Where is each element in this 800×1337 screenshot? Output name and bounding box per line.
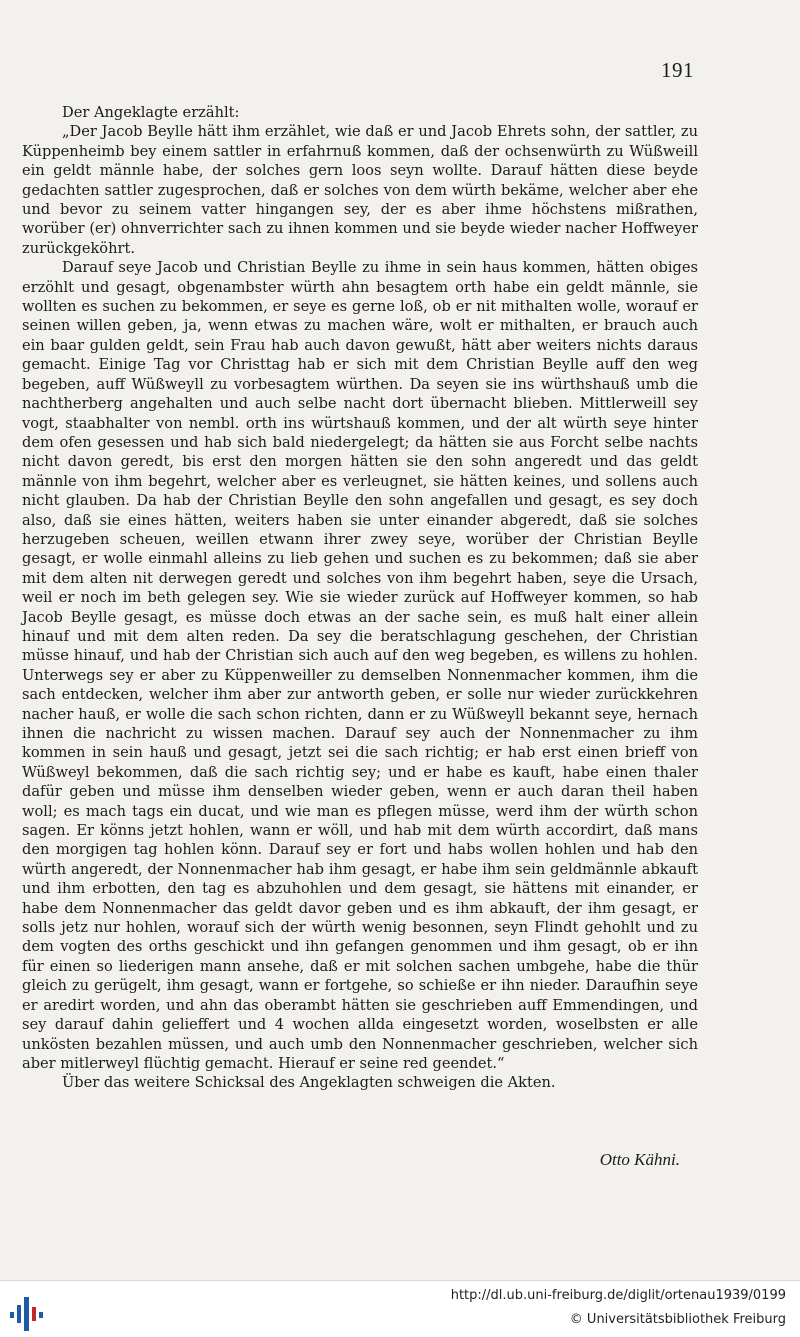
author-signature: Otto Kähni.	[599, 1150, 680, 1169]
article-text	[22, 103, 698, 1093]
paragraph-intro: Der Angeklagte erzählt:	[62, 104, 240, 121]
paragraph-conclusion: Über das weitere Schicksal des Angeklagten schweigen die Akten.	[62, 1074, 556, 1092]
paragraph-testimony-2: Darauf seye Jacob und Christian Beylle zu ihme in sein haus kommen, hätten obiges erzöhlt und gesagt, obgenambster würth ahn besagtem orth habe ein geldt männle, sie wollten es suchen zu bekommen, er seye es gerne loß, ob er nit mithalten wolle, worauf er seinen willen geben, ja, wenn etwas zu machen wäre, wolt er mithalten, er brauch auch ein baar gulden geldt, sein Frau hab auch davon gewußt, hätt aber weiters nichts daraus gemacht. Einige Tag vor Christtag hab er sich mit dem Christian Beylle auff den weg begeben, auff Wüßweyll zu vorbesagtem würthen. Da seyen sie ins würthshauß umb die nachtherberg angehalten und auch selbe nacht dort übernacht blieben. Mittlerweill sey vogt, staabhalter von nembl. orth ins würtshauß kommen, und der alt würth seye hinter dem ofen gesessen und hab sich bald niedergelegt; da hätten sie aus Forcht selbe nachts nicht davon geredt, bis erst den morgen hätten sie den sohn angeredt und das geldt männle von ihm begehrt, welcher aber es verleugnet, sie hätten keines, und sollens auch nicht glauben. Da hab der Christian Beylle den sohn angefallen und gesagt, es sey doch also, daß sie eines hätten, weiters haben sie unter einander abgeredt, daß sie solches herzugeben scheuen, weillen etwann ihrer zwey seye, worüber der Christian Beylle gesagt, er wolle einmahl alleins zu lieb gehen und suchen es zu bekommen; daß sie aber mit dem alten nit derwegen geredt und solches von ihm begehrt haben, seye die Ursach, weil er noch im beth gelegen sey. Wie sie wieder zurück auf Hoffweyer kommen, so hab Jacob Beylle gesagt, es müsse doch etwas an der sache sein, es muß halt einer allein hinauf und mit dem alten reden. Da sey die beratschlagung geschehen, der Christian müsse hinauf, und hab der Christian sich auch auf den weg begeben, es willens zu hohlen. Unterwegs sey er aber zu Küppenweiller zu demselben Nonnenmacher kommen, ihm die sach entdecken, welcher ihm aber zur antworth geben, er solle nur wieder zurückkehren nacher hauß, er wolle die sach schon richten, dann er zu Wüßweyll bekannt seye, hernach ihnen die nachricht zu wissen machen. Darauf sey auch der Nonnenmacher zu ihm kommen in sein hauß und gesagt, jetzt sei die sach richtig; er hab erst einen brieff von Wüßweyl bekommen, daß die sach richtig sey; und er habe es kauft, habe einen thaler dafür geben und müsse ihm denselben wieder geben, wenn er auch daran theil haben woll; es mach tags ein ducat, und wie man es pflegen müsse, werd ihm der würth schon sagen. Er könns jetzt hohlen, wann er wöll, und hab mit dem würth accordirt, daß mans den morgigen tag hohlen könn. Darauf sey er fort und habs wollen hohlen und hab den würth angeredt, der Nonnenmacher hab ihm gesagt, er habe ihm sein geldmännle abkauft und ihm erbotten, den tag es abzuhohlen und dem gesagt, sie hättens mit einander, er habe dem Nonnenmacher das geldt davor geben und es ihm abkauft, der ihm gesagt, er solls jetz nur hohlen, worauf sich der würth wenig besonnen, seyn Flindt gehohlt und zu dem vogten des orths geschickt und ihn gefangen genommen und ihm gesagt, ob er ihn für einen so liederigen mann ansehe, daß er mit solchen sachen umbgehe, habe die thür gleich zu gerügelt, ihm gesagt, wann er fortgehe, so schieße er ihn nieder. Daraufhin seye er aredirt worden, und ahn das oberambt hätten sie geschrieben auff Emmendingen, und sey darauf dahin gelieffert und 4 wochen allda eingesetzt worden, woselbsten er alle unkösten bezahlen müssen, und auch umb den Nonnenmacher geschrieben, welcher sich aber mitlerweyl flüchtig gemacht. Hierauf er seine red geendet.“	[22, 259, 698, 1072]
permalink-url[interactable]: http://dl.ub.uni-freiburg.de/diglit/ortenau1939/0199	[450, 1288, 786, 1303]
viewer-footer	[0, 1280, 800, 1337]
ub-freiburg-logo-icon[interactable]	[8, 1289, 48, 1331]
copyright-notice: © Universitätsbibliothek Freiburg	[569, 1312, 786, 1327]
page-number: 191	[661, 58, 694, 82]
paragraph-testimony-1: „Der Jacob Beylle hätt ihm erzählet, wie daß er und Jacob Ehrets sohn, der sattler, zu Küppenheimb bey einem sattler in erfahrnuß kommen, daß der ochsenwürth zu Wüßweill ein geldt männle habe, der solches gern loos seyn wollte. Darauf hätten diese beyde gedachten sattler zugesprochen, daß er solches von dem würth bekäme, welcher aber ehe und bevor zu seinem vatter hingangen sey, der es aber ihme höchstens mißrathen, worüber (er) ohnverrichter sach zu ihnen kommen und sie beyde wieder nacher Hoffweyer zurückgeköhrt.	[22, 123, 698, 257]
